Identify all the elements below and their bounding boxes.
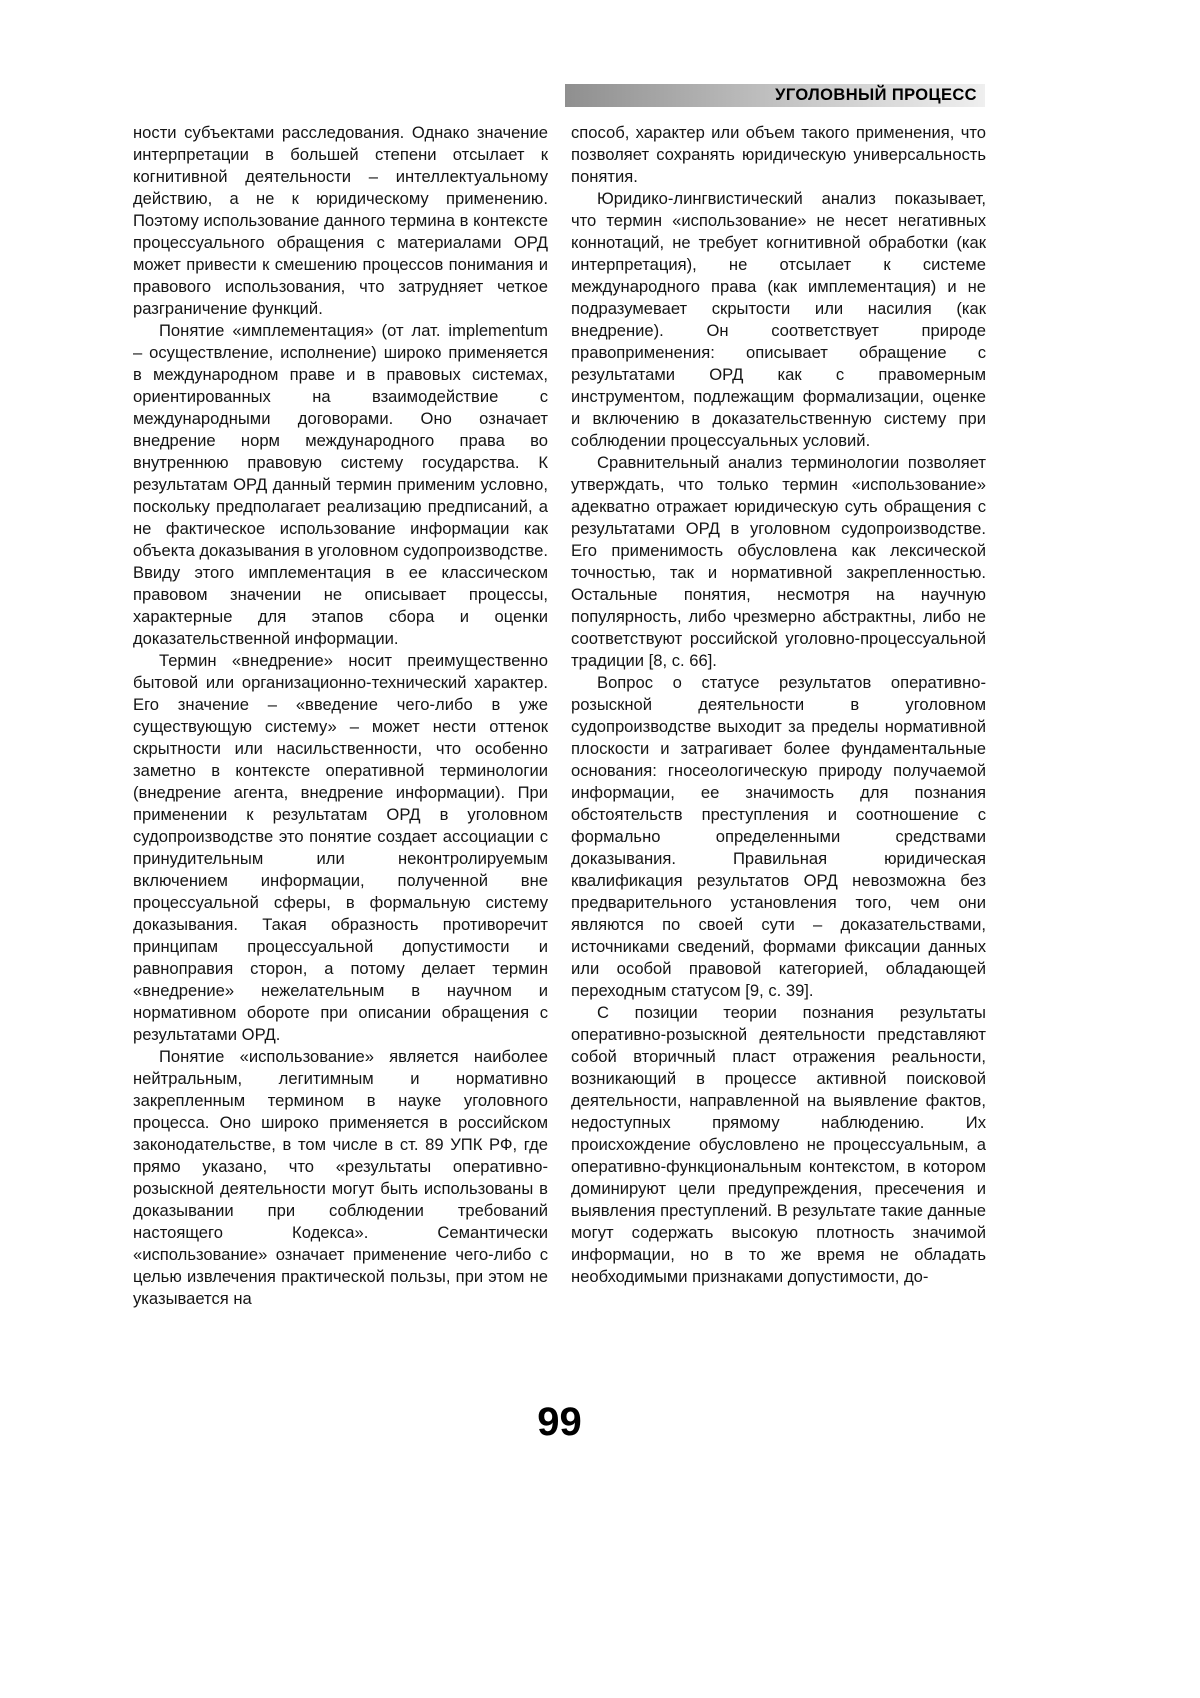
paragraph: Юридико-лингвистический анализ показывает, что термин «использование» не несет негативных коннотаций, не требует когнитивной обработки (как интерпретация), не отсылает к системе международного права (как имплементация) и не подразумевает скрытости или насилия (как внедрение). Он соответствует природе правоприменения: описывает обращение с результатами ОРД как с правомерным инструментом, подлежащим формализации, оценке и включению в доказательственную систему при соблюдении процессуальных условий.	[571, 189, 986, 450]
section-header-title: УГОЛОВНЫЙ ПРОЦЕСС	[775, 86, 977, 104]
paragraph: Термин «внедрение» носит преимущественно бытовой или организационно-технический характер. Его значение – «введение чего-либо в уже существующую систему» – может нести оттенок скрытности или насильственности, что особенно заметно в контексте оперативной терминологии (внедрение агента, внедрение информации). При применении к результатам ОРД в уголовном судопроизводстве это понятие создает ассоциации с принудительным или неконтролируемым включением информации, полученной вне процессуальной сферы, в формальную систему доказывания. Такая образность противоречит принципам процессуальной допустимости и равноправия сторон, а потому делает термин «внедрение» нежелательным в научном и нормативном обороте при описании обращения с результатами ОРД.	[133, 651, 548, 1044]
paragraph: Понятие «имплементация» (от лат. implementum – осуществление, исполнение) широко применяется в международном праве и в правовых системах, ориентированных на взаимодействие с международными договорами. Оно означает внедрение норм международного права во внутреннюю правовую систему государства. К результатам ОРД данный термин применим условно, поскольку предполагает реализацию предписаний, а не фактическое использование информации как объекта доказывания в уголовном судопроизводстве. Ввиду этого имплементация в ее классическом правовом значении не описывает процессы, характерные для этапов сбора и оценки доказательственной информации.	[133, 321, 548, 648]
paragraph: способ, характер или объем такого применения, что позволяет сохранять юридическую универсальность понятия.	[571, 123, 986, 186]
left-column	[133, 122, 548, 1310]
paragraph: Понятие «использование» является наиболее нейтральным, легитимным и нормативно закрепленным термином в науке уголовного процесса. Оно широко применяется в российском законодательстве, в том числе в ст. 89 УПК РФ, где прямо указано, что «результаты оперативно-розыскной деятельности могут быть использованы в доказывании при соблюдении требований настоящего Кодекса». Семантически «использование» означает применение чего-либо с целью извлечения практической пользы, при этом не указывается на	[133, 1047, 548, 1308]
page-number: 99	[537, 1400, 582, 1444]
paragraph: ности субъектами расследования. Однако значение интерпретации в большей степени отсылает к когнитивной деятельности – интеллектуальному действию, а не к юридическому применению. Поэтому использование данного термина в контексте процессуального обращения с материалами ОРД может привести к смешению процессов понимания и правового использования, что затрудняет четкое разграничение функций.	[133, 123, 548, 318]
section-header-bar	[565, 84, 985, 107]
paragraph: Вопрос о статусе результатов оперативно-розыскной деятельности в уголовном судопроизводстве выходит за пределы нормативной плоскости и затрагивает более фундаментальные основания: гносеологическую природу получаемой информации, ее значимость для познания обстоятельств преступления и соотношение с формально определенными средствами доказывания. Правильная юридическая квалификация результатов ОРД невозможна без предварительного установления того, чем они являются по своей сути – доказательствами, источниками сведений, формами фиксации данных или особой правовой категорией, обладающей переходным статусом [9, с. 39].	[571, 673, 986, 1000]
text-columns	[133, 122, 986, 1310]
paragraph: С позиции теории познания результаты оперативно-розыскной деятельности представляют собой вторичный пласт отражения реальности, возникающий в процессе активной поисковой деятельности, направленной на выявление фактов, недоступных прямому наблюдению. Их происхождение обусловлено не процессуальным, а оперативно-функциональным контекстом, в котором доминируют цели предупреждения, пресечения и выявления преступлений. В результате такие данные могут содержать высокую плотность значимой информации, но в то же время не обладать необходимыми признаками допустимости, до-	[571, 1003, 986, 1286]
paragraph: Сравнительный анализ терминологии позволяет утверждать, что только термин «использование» адекватно отражает юридическую суть обращения с результатами ОРД в уголовном судопроизводстве. Его применимость обусловлена как лексической точностью, так и нормативной закрепленностью. Остальные понятия, несмотря на научную популярность, либо чрезмерно абстрактны, либо не соответствуют российской уголовно-процессуальной традиции [8, с. 66].	[571, 453, 986, 670]
right-column	[571, 122, 986, 1310]
